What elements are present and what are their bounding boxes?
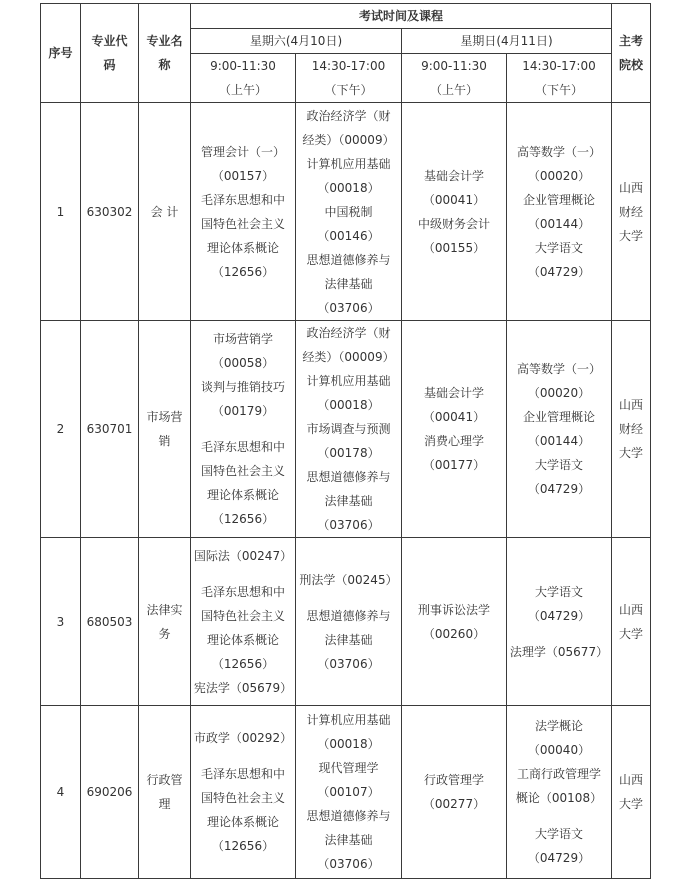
cell-line: 销 <box>158 434 171 448</box>
cell-line: （00020） <box>527 168 591 183</box>
header-school-line: 院校 <box>619 58 644 72</box>
cell-line: 国特色社会主义 <box>200 464 285 478</box>
header-time: 9:00-11:30 <box>421 59 487 73</box>
cell-line: （00177） <box>422 458 486 472</box>
cell-line: 工商行政管理学 <box>517 767 602 781</box>
cell-line <box>191 750 295 762</box>
cell-line <box>191 423 295 435</box>
cell-line: 大学 <box>619 446 644 460</box>
cell-line: 法律基础 <box>324 276 373 291</box>
cell-line: 基础会计学 <box>423 386 484 400</box>
cell-school <box>612 706 651 879</box>
cell-line: 经类）（00009） <box>302 350 395 364</box>
cell-line: （12656） <box>211 839 275 853</box>
header-saturday: 星期六(4月10日) <box>191 29 402 54</box>
cell-line: 大学语文 <box>535 827 584 841</box>
header-school <box>612 4 651 103</box>
cell-line: 思想道德修养与 <box>306 252 391 267</box>
cell-sat-am <box>191 321 296 538</box>
cell-name <box>139 103 191 321</box>
cell-school <box>612 321 651 538</box>
cell-name <box>139 706 191 879</box>
header-sun-pm <box>507 54 612 103</box>
header-code-line: 专业代 <box>91 34 128 48</box>
cell-line: 理论体系概论 <box>206 488 279 502</box>
cell-line: 市政学（00292） <box>193 731 293 745</box>
cell-line <box>507 628 611 640</box>
cell-line: 大学语文 <box>535 240 584 255</box>
cell-line: 大学语文 <box>535 584 584 599</box>
cell-line: 市场营销学 <box>212 332 273 346</box>
header-period: （上午） <box>429 83 478 97</box>
cell-line: 企业管理概论 <box>523 192 596 207</box>
cell-line: （00144） <box>527 216 591 231</box>
cell-line: （00146） <box>317 228 380 243</box>
cell-line: 政治经济学（财 <box>306 326 391 340</box>
cell-code: 690206 <box>81 706 139 879</box>
header-name-line: 专业名 <box>146 34 183 48</box>
cell-line: （00277） <box>422 797 486 811</box>
cell-line: 国际法（00247） <box>193 548 293 563</box>
cell-line: 国特色社会主义 <box>200 791 285 805</box>
exam-schedule-table <box>40 3 651 879</box>
cell-line: 概论（00108） <box>515 791 603 805</box>
cell-line: 山西 <box>619 773 644 787</box>
header-name-line: 称 <box>158 58 171 72</box>
cell-sun-pm <box>507 538 612 706</box>
cell-school <box>612 103 651 321</box>
cell-line: 高等数学（一） <box>517 362 602 376</box>
cell-name <box>139 321 191 538</box>
cell-line: （04729） <box>527 851 591 865</box>
cell-seq: 1 <box>41 103 81 321</box>
cell-line <box>507 810 611 822</box>
cell-line: （00179） <box>211 404 275 418</box>
table-row <box>41 706 651 879</box>
cell-line: 国特色社会主义 <box>200 608 285 623</box>
cell-line: 政治经济学（财 <box>306 108 391 123</box>
cell-line: （00018） <box>317 180 380 195</box>
cell-line: （03706） <box>317 300 380 315</box>
header-row-1 <box>41 4 651 29</box>
cell-line: 法理学（05677） <box>509 644 609 659</box>
cell-line: 毛泽东思想和中 <box>200 192 285 207</box>
cell-line: 市场营 <box>146 410 183 424</box>
cell-sat-pm <box>296 103 402 321</box>
cell-line: 刑事诉讼法学 <box>417 602 490 617</box>
cell-seq: 2 <box>41 321 81 538</box>
cell-sat-pm <box>296 538 402 706</box>
cell-line: （12656） <box>211 264 275 279</box>
cell-sun-am <box>402 706 507 879</box>
cell-line: （04729） <box>527 482 591 496</box>
cell-line: （12656） <box>211 656 275 671</box>
cell-seq: 3 <box>41 538 81 706</box>
cell-line: 山西 <box>619 602 644 617</box>
cell-line: 行政管理学 <box>423 773 484 787</box>
cell-line: 山西 <box>619 180 644 195</box>
cell-seq: 4 <box>41 706 81 879</box>
cell-line: （00144） <box>527 434 591 448</box>
cell-sun-pm <box>507 706 612 879</box>
cell-line: 大学 <box>619 228 644 243</box>
cell-line: 基础会计学 <box>423 168 484 183</box>
header-sat-am <box>191 54 296 103</box>
header-period: （下午） <box>535 83 584 97</box>
cell-line: 思想道德修养与 <box>306 608 391 623</box>
cell-line <box>296 592 401 604</box>
cell-sat-am <box>191 103 296 321</box>
cell-line: 高等数学（一） <box>517 144 602 159</box>
cell-line: （03706） <box>317 656 380 671</box>
header-exam-title: 考试时间及课程 <box>191 4 612 29</box>
cell-line: 国特色社会主义 <box>200 216 285 231</box>
cell-line: （00018） <box>317 398 380 412</box>
cell-line: 财经 <box>619 204 644 219</box>
cell-school <box>612 538 651 706</box>
cell-line: 中级财务会计 <box>417 216 490 231</box>
cell-sat-pm <box>296 706 402 879</box>
cell-line: （00260） <box>422 626 486 641</box>
cell-code: 630302 <box>81 103 139 321</box>
cell-line: 法律基础 <box>324 632 373 647</box>
header-sunday: 星期日(4月11日) <box>402 29 612 54</box>
cell-line: 大学 <box>619 797 644 811</box>
cell-line: （04729） <box>527 264 591 279</box>
cell-line <box>191 568 295 580</box>
cell-line: 财经 <box>619 422 644 436</box>
cell-sun-am <box>402 538 507 706</box>
cell-line: 现代管理学 <box>318 761 379 775</box>
cell-line: 中国税制 <box>324 204 373 219</box>
cell-line: 大学语文 <box>535 458 584 472</box>
cell-line: 法律实 <box>146 602 183 617</box>
cell-line: （00178） <box>317 446 380 460</box>
cell-line: 管理会计（一） <box>200 144 285 159</box>
cell-line: 理论体系概论 <box>206 815 279 829</box>
table-row <box>41 321 651 538</box>
cell-line: 理论体系概论 <box>206 240 279 255</box>
cell-line: 理论体系概论 <box>206 632 279 647</box>
cell-sat-am <box>191 538 296 706</box>
cell-line: 刑法学（00245） <box>299 572 398 587</box>
cell-sun-pm <box>507 321 612 538</box>
cell-sat-pm <box>296 321 402 538</box>
cell-line: 思想道德修养与 <box>306 470 391 484</box>
cell-code: 680503 <box>81 538 139 706</box>
cell-line: （00040） <box>527 743 591 757</box>
cell-line: 山西 <box>619 398 644 412</box>
cell-line: （04729） <box>527 608 591 623</box>
header-code <box>81 4 139 103</box>
cell-line: 法学概论 <box>535 719 584 733</box>
cell-line: 计算机应用基础 <box>306 713 391 727</box>
cell-sat-am <box>191 706 296 879</box>
header-period: （下午） <box>324 83 373 97</box>
cell-code: 630701 <box>81 321 139 538</box>
cell-line: （00041） <box>422 410 486 424</box>
cell-line: 宪法学（05679） <box>193 680 293 695</box>
cell-line: （03706） <box>317 857 380 871</box>
cell-line: （00058） <box>211 356 275 370</box>
cell-line: 谈判与推销技巧 <box>200 380 285 394</box>
cell-sun-am <box>402 321 507 538</box>
cell-line: （12656） <box>211 512 275 526</box>
cell-line: （00020） <box>527 386 591 400</box>
cell-line: （00041） <box>422 192 486 207</box>
cell-line: 会 计 <box>150 204 179 219</box>
header-time: 14:30-17:00 <box>522 59 596 73</box>
cell-line: 行政管 <box>146 773 183 787</box>
cell-line: （00157） <box>211 168 275 183</box>
header-time: 14:30-17:00 <box>311 59 386 73</box>
header-time: 9:00-11:30 <box>210 59 276 73</box>
cell-line: （00018） <box>317 737 380 751</box>
cell-line: 法律基础 <box>324 833 373 847</box>
cell-line: 务 <box>158 626 171 641</box>
cell-line: 企业管理概论 <box>523 410 596 424</box>
header-school-line: 主考 <box>619 34 644 48</box>
cell-line: 法律基础 <box>324 494 373 508</box>
cell-line: 毛泽东思想和中 <box>200 767 285 781</box>
cell-line: （00107） <box>317 785 380 799</box>
cell-line: 理 <box>158 797 171 811</box>
table-row <box>41 103 651 321</box>
cell-line: 消费心理学 <box>423 434 484 448</box>
cell-line: 毛泽东思想和中 <box>200 584 285 599</box>
cell-line: （03706） <box>317 518 380 532</box>
table-row <box>41 538 651 706</box>
cell-line: 计算机应用基础 <box>306 156 391 171</box>
cell-line: 经类）（00009） <box>302 132 395 147</box>
header-sun-am <box>402 54 507 103</box>
cell-line: 毛泽东思想和中 <box>200 440 285 454</box>
cell-sun-pm <box>507 103 612 321</box>
header-sat-pm <box>296 54 402 103</box>
cell-sun-am <box>402 103 507 321</box>
header-name <box>139 4 191 103</box>
header-seq: 序号 <box>41 4 81 103</box>
header-code-line: 码 <box>103 58 116 72</box>
cell-name <box>139 538 191 706</box>
cell-line: 思想道德修养与 <box>306 809 391 823</box>
cell-line: 市场调查与预测 <box>306 422 391 436</box>
header-period: （上午） <box>218 83 267 97</box>
cell-line: 计算机应用基础 <box>306 374 391 388</box>
cell-line: （00155） <box>422 240 486 255</box>
cell-line: 大学 <box>619 626 644 641</box>
